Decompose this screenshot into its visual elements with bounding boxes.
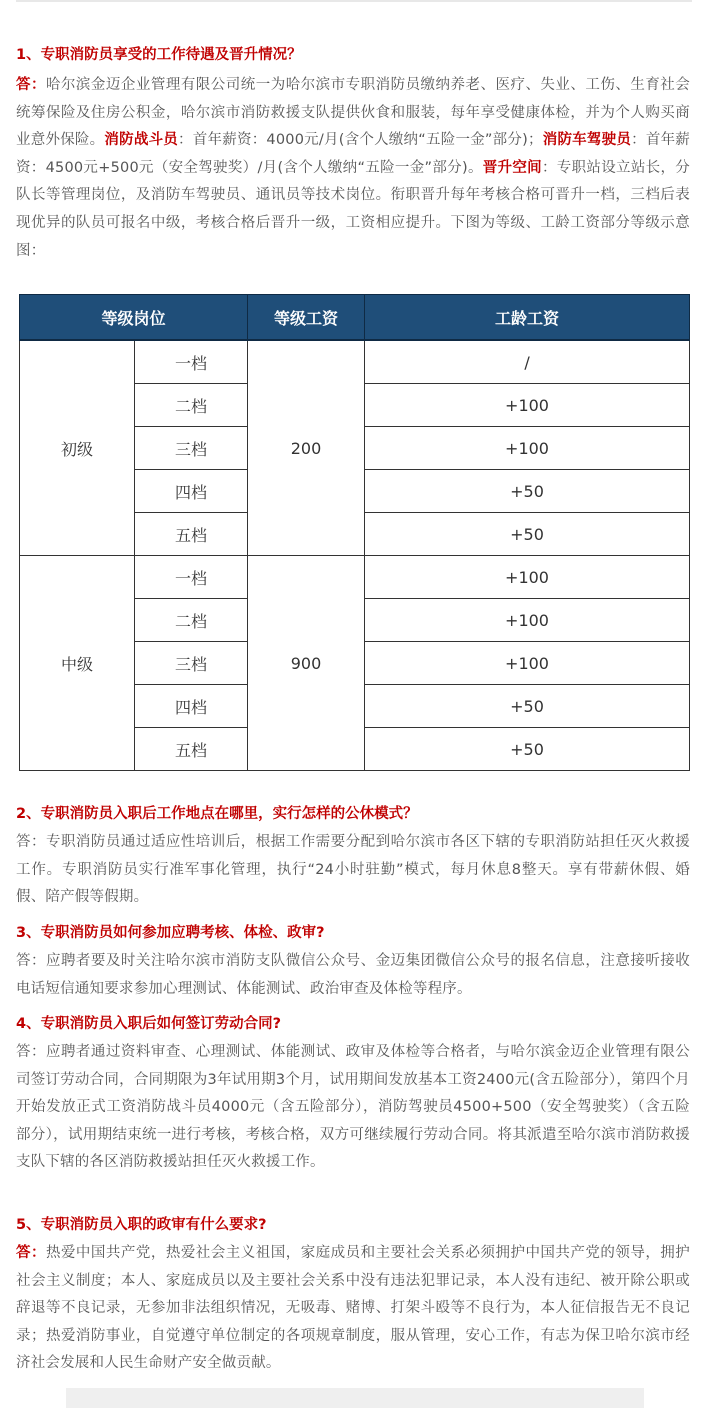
grade-cell: 一档 [135, 340, 248, 384]
question-5: 5、专职消防员入职的政审有什么要求? [16, 1217, 267, 1233]
answer-3 [16, 948, 690, 1003]
section-3 [16, 922, 690, 1003]
level-salary-cell: 900 [248, 556, 365, 771]
answer-text: ：首年薪资：4500元+500元（安全驾驶奖）/月(含个人缴纳“五险一金”部分)。 [16, 132, 690, 176]
answer-bold-text: 答： [16, 1245, 46, 1261]
section-1 [16, 44, 690, 265]
answer-text: 答：应聘者通过资料审查、心理测试、体能测试、政审及体检等合格者，与哈尔滨金迈企业管理有限公司签订劳动合同，合同期限为3年试用期3个月，试用期间发放基本工资2400元(含五险部分），第四个月开始发放正式工资消防战斗员4000元（含五险部分），消防驾驶员4500+500（安全驾驶奖）（含五险部分），试用期结束统一进行考核，考核合格，双方可继续履行劳动合同。将其派遣至哈尔滨市消防救援支队下辖的各区消防救援站担任灭火救援工作。 [16, 1044, 690, 1171]
grade-cell: 三档 [135, 427, 248, 470]
bottom-card-edge [66, 1388, 644, 1408]
answer-5 [16, 1240, 690, 1378]
answer-bold-text: 消防战斗员 [104, 132, 179, 149]
answer-text: 答：专职消防员通过适应性培训后，根据工作需要分配到哈尔滨市各区下辖的专职消防站担任灭火救援工作。专职消防员实行准军事化管理，执行“24小时驻勤”模式，每月休息8整天。享有带薪休假、婚假、陪产假等假期。 [16, 834, 690, 906]
answer-bold-text: 消防车驾驶员 [542, 132, 632, 149]
seniority-salary-cell: +100 [365, 384, 690, 427]
seniority-salary-cell: +100 [365, 642, 690, 685]
grade-cell: 二档 [135, 599, 248, 642]
answer-2 [16, 829, 690, 912]
level-salary-cell: 200 [248, 340, 365, 556]
answer-text: ：专职站设立站长，分队长等管理岗位，及消防车驾驶员、通讯员等技术岗位。衔职晋升每年考核合格可晋升一档，三档后表现优异的队员可报名中级，考核合格后晋升一级，工资相应提升。下图为等级、工龄工资部分等级示意图： [16, 159, 690, 259]
answer-bold-text: 晋升空间 [482, 159, 542, 176]
header-level-position: 等级岗位 [20, 295, 248, 341]
header-seniority-salary: 工龄工资 [365, 295, 690, 341]
grade-cell: 五档 [135, 513, 248, 556]
grade-cell: 三档 [135, 642, 248, 685]
seniority-salary-cell: +50 [365, 470, 690, 513]
seniority-salary-cell: +100 [365, 427, 690, 470]
answer-text: 热爱中国共产党，热爱社会主义祖国，家庭成员和主要社会关系必须拥护中国共产党的领导，拥护社会主义制度；本人、家庭成员以及主要社会关系中没有违法犯罪记录，本人没有违纪、被开除公职或辞退等不良记录，无参加非法组织情况，无吸毒、赌博、打架斗殴等不良行为，本人征信报告无不良记录；热爱消防事业，自觉遵守单位制定的各项规章制度，服从管理，安心工作，有志为保卫哈尔滨市经济社会发展和人民生命财产安全做贡献。 [16, 1245, 690, 1372]
section-2 [16, 803, 690, 912]
grade-cell: 四档 [135, 685, 248, 728]
answer-text: 答：应聘者要及时关注哈尔滨市消防支队微信公众号、金迈集团微信公众号的报名信息，注意接听接收电话短信通知要求参加心理测试、体能测试、政治审查及体检等程序。 [16, 953, 690, 997]
top-divider [16, 0, 692, 2]
seniority-salary-cell: +50 [365, 513, 690, 556]
question-2: 2、专职消防员入职后工作地点在哪里，实行怎样的公休模式？ [16, 806, 418, 822]
question-1: 1、专职消防员享受的工作待遇及晋升情况？ [16, 47, 302, 63]
seniority-salary-cell: / [365, 340, 690, 384]
answer-1 [16, 72, 690, 265]
grade-cell: 一档 [135, 556, 248, 599]
seniority-salary-cell: +100 [365, 599, 690, 642]
header-level-salary: 等级工资 [248, 295, 365, 341]
table-row [20, 556, 690, 599]
salary-table-wrapper [19, 294, 689, 770]
table-row [20, 340, 690, 384]
grade-cell: 五档 [135, 728, 248, 771]
answer-text: 哈尔滨金迈企业管理有限公司统一为哈尔滨市专职消防员缴纳养老、医疗、失业、工伤、生育社会统筹保险及住房公积金，哈尔滨市消防救援支队提供伙食和服装，每年享受健康体检，并为个人购买商业意外保险。 [16, 77, 690, 149]
answer-text: ：首年薪资：4000元/月(含个人缴纳“五险一金”部分)； [178, 132, 543, 149]
question-4: 4、专职消防员入职后如何签订劳动合同? [16, 1016, 281, 1032]
level-cell: 初级 [20, 340, 135, 556]
seniority-salary-cell: +100 [365, 556, 690, 599]
section-4 [16, 1013, 690, 1177]
section-5 [16, 1214, 690, 1378]
table-header-row [20, 295, 690, 341]
grade-cell: 二档 [135, 384, 248, 427]
seniority-salary-cell: +50 [365, 728, 690, 771]
answer-bold-text: 答： [16, 77, 46, 93]
level-cell: 中级 [20, 556, 135, 771]
seniority-salary-cell: +50 [365, 685, 690, 728]
salary-table [19, 294, 690, 771]
answer-4 [16, 1039, 690, 1177]
question-3: 3、专职消防员如何参加应聘考核、体检、政审? [16, 925, 325, 941]
grade-cell: 四档 [135, 470, 248, 513]
